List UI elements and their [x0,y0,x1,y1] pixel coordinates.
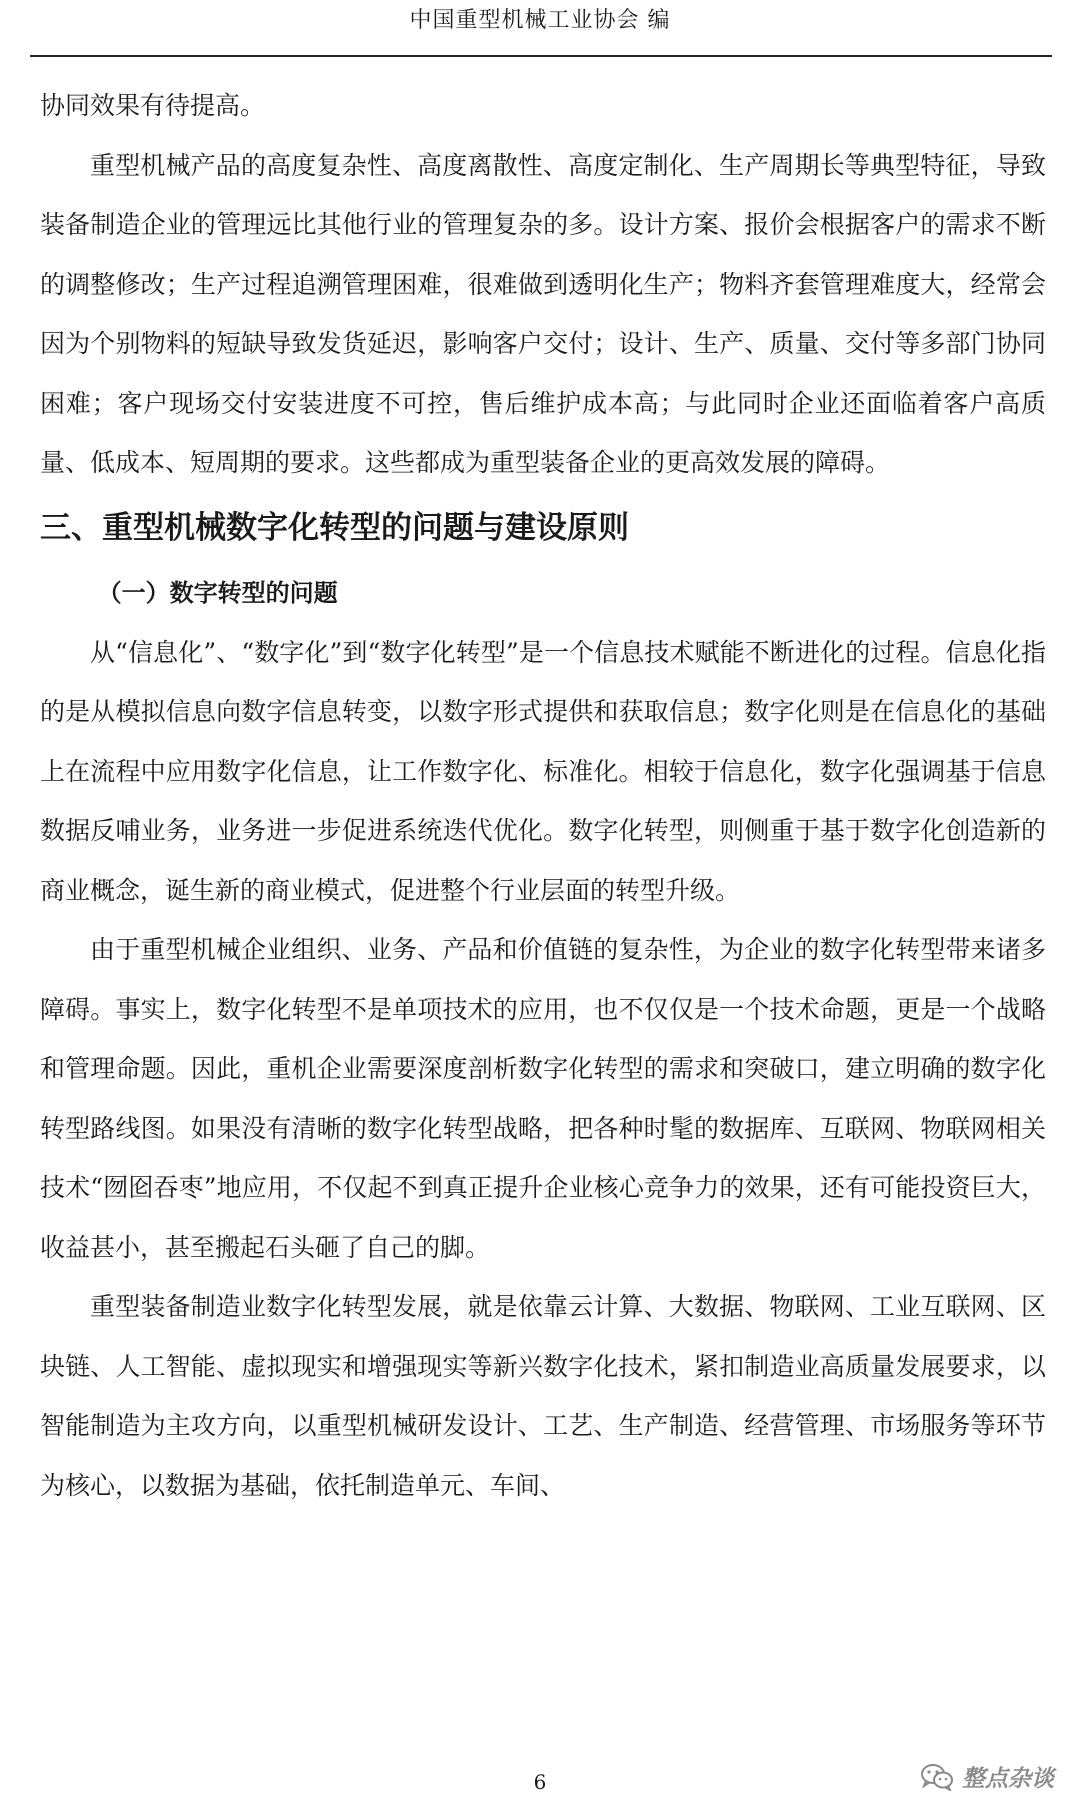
page-number: 6 [533,1770,547,1794]
watermark-text: 整点杂谈 [962,1766,1054,1792]
section-heading: 三、重型机械数字化转型的问题与建设原则 [40,509,629,546]
header-title: 中国重型机械工业协会 编 [409,8,671,33]
paragraph: 重型机械产品的高度复杂性、高度离散性、高度定制化、生产周期长等典型特征，导致装备制造企业的管理远比其他行业的管理复杂的多。设计方案、报价会根据客户的需求不断的调整修改；生产过程追溯管理困难，很难做到透明化生产；物料齐套管理难度大，经常会因为个别物料的短缺导致发货延迟，影响客户交付；设计、生产、质量、交付等多部门协同困难；客户现场交付安装进度不可控，售后维护成本高；与此同时企业还面临着客户高质量、低成本、短周期的要求。这些都成为重型装备企业的更高效发展的障碍。 [40,150,1046,477]
wechat-icon [920,1763,954,1791]
paragraph: 由于重型机械企业组织、业务、产品和价值链的复杂性，为企业的数字化转型带来诸多障碍。事实上，数字化转型不是单项技术的应用，也不仅仅是一个技术命题，更是一个战略和管理命题。因此，重机企业需要深度剖析数字化转型的需求和突破口，建立明确的数字化转型路线图。如果没有清晰的数字化转型战略，把各种时髦的数据库、互联网、物联网相关技术“囫囵吞枣”地应用，不仅起不到真正提升企业核心竞争力的效果，还有可能投资巨大，收益甚小，甚至搬起石头砸了自己的脚。 [40,935,1046,1262]
paragraph: 从“信息化”、“数字化”到“数字化转型”是一个信息技术赋能不断进化的过程。信息化指的是从模拟信息向数字信息转变，以数字形式提供和获取信息；数字化则是在信息化的基础上在流程中应用数字化信息，让工作数字化、标准化。相较于信息化，数字化强调基于信息数据反哺业务，业务进一步促进系统迭代优化。数字化转型，则侧重于基于数字化创造新的商业概念，诞生新的商业模式，促进整个行业层面的转型升级。 [40,637,1046,905]
paragraph: 重型装备制造业数字化转型发展，就是依靠云计算、大数据、物联网、工业互联网、区块链、人工智能、虚拟现实和增强现实等新兴数字化技术，紧扣制造业高质量发展要求，以智能制造为主攻方向，以重型机械研发设计、工艺、生产制造、经营管理、市场服务等环节为核心，以数据为基础，依托制造单元、车间、 [40,1292,1046,1500]
subsection-heading: （一）数字转型的问题 [97,577,338,607]
header-divider [30,55,1052,57]
watermark [920,1760,1054,1793]
page-header [0,6,1080,36]
paragraph-continuation: 协同效果有待提高。 [40,91,266,120]
document-body [40,76,1046,1515]
